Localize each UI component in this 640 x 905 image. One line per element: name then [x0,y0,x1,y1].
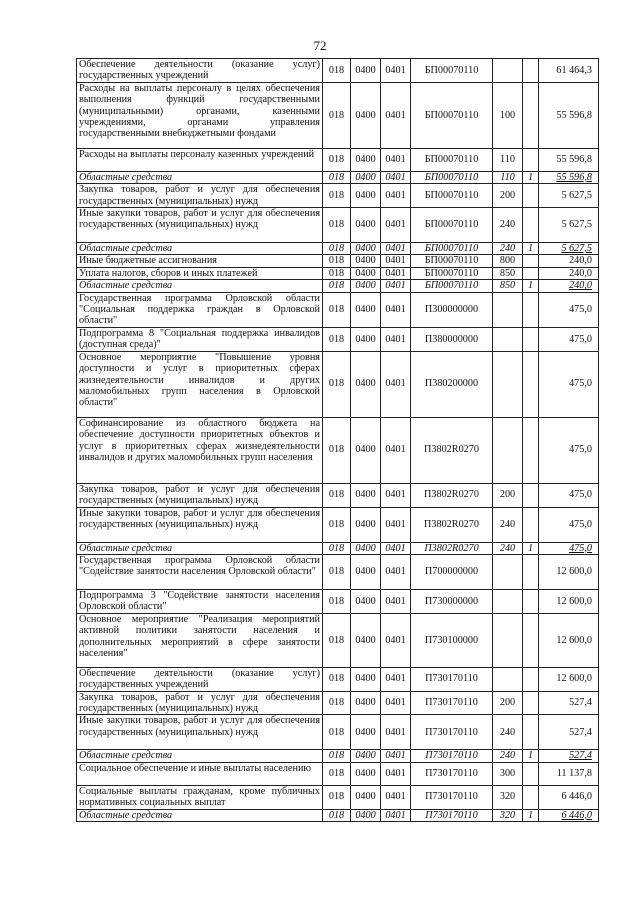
table-row [77,351,599,417]
section-code-cell: 0400 [351,59,381,83]
grbs-code-cell: 018 [323,184,351,208]
subsection-code-cell: 0401 [381,351,411,417]
expense-type-cell [493,667,523,691]
amount-cell: 61 464,3 [539,59,599,83]
target-article-cell: П730170110 [411,715,493,750]
funding-source-cell [523,762,539,785]
funding-source-cell [523,59,539,83]
grbs-code-cell: 018 [323,589,351,613]
table-row [77,750,599,762]
table-row [77,691,599,715]
expense-type-cell: 850 [493,267,523,279]
amount-cell: 527,4 [539,715,599,750]
grbs-code-cell: 018 [323,667,351,691]
amount-cell: 55 596,8 [539,82,599,148]
target-article-cell: П300000000 [411,292,493,327]
grbs-code-cell: 018 [323,255,351,267]
target-article-cell: БП00070110 [411,184,493,208]
funding-source-cell: 1 [523,280,539,292]
amount-cell: 12 600,0 [539,554,599,589]
expense-type-cell: 110 [493,171,523,183]
amount-cell: 5 627,5 [539,184,599,208]
target-article-cell: П380000000 [411,327,493,351]
section-code-cell: 0400 [351,667,381,691]
funding-source-cell [523,667,539,691]
table-row [77,715,599,750]
subsection-code-cell: 0401 [381,762,411,785]
expense-type-cell [493,417,523,483]
subsection-code-cell: 0401 [381,292,411,327]
funding-source-cell: 1 [523,809,539,821]
grbs-code-cell: 018 [323,208,351,243]
target-article-cell: П700000000 [411,554,493,589]
page-number: 72 [313,38,327,53]
expense-name-cell: Подпрограмма 8 "Социальная поддержка инвалидов (доступная среда)" [77,327,323,351]
section-code-cell: 0400 [351,292,381,327]
section-code-cell: 0400 [351,208,381,243]
subsection-code-cell: 0401 [381,327,411,351]
table-row [77,148,599,171]
target-article-cell: П730170110 [411,809,493,821]
expense-type-cell: 200 [493,184,523,208]
grbs-code-cell: 018 [323,351,351,417]
funding-source-cell [523,483,539,507]
expense-type-cell [493,589,523,613]
grbs-code-cell: 018 [323,554,351,589]
amount-cell: 475,0 [539,351,599,417]
target-article-cell: П730170110 [411,762,493,785]
table-row [77,554,599,589]
target-article-cell: БП00070110 [411,280,493,292]
section-code-cell: 0400 [351,417,381,483]
expense-type-cell [493,327,523,351]
amount-cell: 55 596,8 [539,171,599,183]
target-article-cell: БП00070110 [411,148,493,171]
subsection-code-cell: 0401 [381,171,411,183]
expense-name-cell: Областные средства [77,171,323,183]
table-row [77,762,599,785]
expense-name-cell: Расходы на выплаты персоналу казенных учреждений [77,148,323,171]
funding-source-cell: 1 [523,750,539,762]
expense-type-cell: 200 [493,483,523,507]
amount-cell: 475,0 [539,542,599,554]
table-row [77,542,599,554]
target-article-cell: БП00070110 [411,171,493,183]
subsection-code-cell: 0401 [381,148,411,171]
subsection-code-cell: 0401 [381,82,411,148]
subsection-code-cell: 0401 [381,243,411,255]
section-code-cell: 0400 [351,243,381,255]
subsection-code-cell: 0401 [381,59,411,83]
amount-cell: 5 627,5 [539,243,599,255]
expense-name-cell: Основное мероприятие "Реализация мероприятий активной политики занятости населения и дополнительных мероприятий в сфере занятости населения" [77,613,323,667]
grbs-code-cell: 018 [323,750,351,762]
subsection-code-cell: 0401 [381,483,411,507]
amount-cell: 475,0 [539,327,599,351]
table-row [77,243,599,255]
funding-source-cell: 1 [523,542,539,554]
section-code-cell: 0400 [351,715,381,750]
expense-name-cell: Иные закупки товаров, работ и услуг для обеспечения государственных (муниципальных) нужд [77,507,323,542]
expense-type-cell: 850 [493,280,523,292]
amount-cell: 240,0 [539,267,599,279]
grbs-code-cell: 018 [323,613,351,667]
grbs-code-cell: 018 [323,417,351,483]
expense-name-cell: Расходы на выплаты персоналу в целях обеспечения выполнения функций государственными (муниципальными) органами, казенными учреждениями, органами управления государственными внебюджетными фондами [77,82,323,148]
grbs-code-cell: 018 [323,507,351,542]
section-code-cell: 0400 [351,82,381,148]
expense-type-cell: 110 [493,148,523,171]
section-code-cell: 0400 [351,280,381,292]
expense-type-cell [493,351,523,417]
grbs-code-cell: 018 [323,267,351,279]
section-code-cell: 0400 [351,171,381,183]
table-row [77,667,599,691]
section-code-cell: 0400 [351,691,381,715]
subsection-code-cell: 0401 [381,589,411,613]
expense-type-cell: 240 [493,507,523,542]
expense-type-cell [493,613,523,667]
expense-name-cell: Областные средства [77,280,323,292]
table-row [77,613,599,667]
expense-name-cell: Социальное обеспечение и иные выплаты населению [77,762,323,785]
table-row [77,785,599,809]
table-row [77,280,599,292]
subsection-code-cell: 0401 [381,542,411,554]
target-article-cell: П380200000 [411,351,493,417]
target-article-cell: БП00070110 [411,267,493,279]
expense-type-cell: 240 [493,715,523,750]
expense-type-cell: 240 [493,208,523,243]
expense-name-cell: Иные закупки товаров, работ и услуг для обеспечения государственных (муниципальных) нужд [77,208,323,243]
expense-type-cell [493,292,523,327]
funding-source-cell [523,613,539,667]
subsection-code-cell: 0401 [381,809,411,821]
grbs-code-cell: 018 [323,171,351,183]
funding-source-cell [523,351,539,417]
target-article-cell: БП00070110 [411,243,493,255]
amount-cell: 12 600,0 [539,613,599,667]
expense-name-cell: Обеспечение деятельности (оказание услуг) государственных учреждений [77,667,323,691]
grbs-code-cell: 018 [323,82,351,148]
section-code-cell: 0400 [351,255,381,267]
table-row [77,267,599,279]
section-code-cell: 0400 [351,148,381,171]
target-article-cell: П3802R0270 [411,542,493,554]
target-article-cell: БП00070110 [411,82,493,148]
funding-source-cell: 1 [523,243,539,255]
target-article-cell: П730170110 [411,750,493,762]
expense-name-cell: Закупка товаров, работ и услуг для обеспечения государственных (муниципальных) нужд [77,184,323,208]
table-body [77,59,599,822]
target-article-cell: П3802R0270 [411,417,493,483]
amount-cell: 527,4 [539,750,599,762]
grbs-code-cell: 018 [323,280,351,292]
table-row [77,255,599,267]
expense-type-cell [493,59,523,83]
grbs-code-cell: 018 [323,715,351,750]
funding-source-cell [523,148,539,171]
amount-cell: 527,4 [539,691,599,715]
table-row [77,417,599,483]
target-article-cell: П3802R0270 [411,507,493,542]
subsection-code-cell: 0401 [381,691,411,715]
expense-name-cell: Государственная программа Орловской области "Содействие занятости населения Орловской области" [77,554,323,589]
grbs-code-cell: 018 [323,148,351,171]
section-code-cell: 0400 [351,507,381,542]
expense-type-cell: 320 [493,785,523,809]
table-row [77,589,599,613]
expense-type-cell: 800 [493,255,523,267]
expense-type-cell: 240 [493,243,523,255]
expense-type-cell: 100 [493,82,523,148]
section-code-cell: 0400 [351,613,381,667]
section-code-cell: 0400 [351,809,381,821]
target-article-cell: П730100000 [411,613,493,667]
expense-name-cell: Иные бюджетные ассигнования [77,255,323,267]
amount-cell: 240,0 [539,255,599,267]
section-code-cell: 0400 [351,327,381,351]
amount-cell: 475,0 [539,292,599,327]
table-row [77,327,599,351]
grbs-code-cell: 018 [323,243,351,255]
section-code-cell: 0400 [351,483,381,507]
subsection-code-cell: 0401 [381,507,411,542]
funding-source-cell [523,589,539,613]
section-code-cell: 0400 [351,554,381,589]
expense-name-cell: Областные средства [77,243,323,255]
target-article-cell: П730170110 [411,691,493,715]
expense-name-cell: Иные закупки товаров, работ и услуг для обеспечения государственных (муниципальных) нужд [77,715,323,750]
expense-type-cell [493,554,523,589]
amount-cell: 5 627,5 [539,208,599,243]
budget-table [76,58,599,822]
section-code-cell: 0400 [351,750,381,762]
subsection-code-cell: 0401 [381,750,411,762]
subsection-code-cell: 0401 [381,554,411,589]
expense-name-cell: Социальные выплаты гражданам, кроме публичных нормативных социальных выплат [77,785,323,809]
expense-name-cell: Областные средства [77,750,323,762]
target-article-cell: П730170110 [411,667,493,691]
grbs-code-cell: 018 [323,785,351,809]
grbs-code-cell: 018 [323,292,351,327]
expense-name-cell: Закупка товаров, работ и услуг для обеспечения государственных (муниципальных) нужд [77,691,323,715]
funding-source-cell [523,82,539,148]
section-code-cell: 0400 [351,351,381,417]
expense-name-cell: Подпрограмма 3 "Содействие занятости населения Орловской области" [77,589,323,613]
funding-source-cell [523,208,539,243]
table-row [77,208,599,243]
section-code-cell: 0400 [351,762,381,785]
table-row [77,59,599,83]
expense-type-cell: 240 [493,750,523,762]
expense-type-cell: 240 [493,542,523,554]
table-row [77,507,599,542]
expense-type-cell: 300 [493,762,523,785]
expense-name-cell: Областные средства [77,809,323,821]
amount-cell: 12 600,0 [539,667,599,691]
subsection-code-cell: 0401 [381,715,411,750]
subsection-code-cell: 0401 [381,785,411,809]
amount-cell: 55 596,8 [539,148,599,171]
funding-source-cell [523,255,539,267]
grbs-code-cell: 018 [323,483,351,507]
table-row [77,171,599,183]
subsection-code-cell: 0401 [381,267,411,279]
section-code-cell: 0400 [351,267,381,279]
subsection-code-cell: 0401 [381,280,411,292]
expense-name-cell: Обеспечение деятельности (оказание услуг) государственных учреждений [77,59,323,83]
funding-source-cell [523,267,539,279]
funding-source-cell [523,691,539,715]
grbs-code-cell: 018 [323,327,351,351]
amount-cell: 475,0 [539,507,599,542]
grbs-code-cell: 018 [323,762,351,785]
table-row [77,184,599,208]
grbs-code-cell: 018 [323,809,351,821]
grbs-code-cell: 018 [323,59,351,83]
expense-type-cell: 320 [493,809,523,821]
table-row [77,809,599,821]
expense-name-cell: Областные средства [77,542,323,554]
expense-name-cell: Основное мероприятие "Повышение уровня доступности и услуг в приоритетных сферах жизнедеятельности инвалидов и других маломобильных групп населения в Орловской области" [77,351,323,417]
expense-type-cell: 200 [493,691,523,715]
target-article-cell: БП00070110 [411,59,493,83]
amount-cell: 475,0 [539,483,599,507]
funding-source-cell [523,507,539,542]
subsection-code-cell: 0401 [381,417,411,483]
expense-name-cell: Уплата налогов, сборов и иных платежей [77,267,323,279]
section-code-cell: 0400 [351,785,381,809]
funding-source-cell [523,292,539,327]
section-code-cell: 0400 [351,589,381,613]
table-row [77,292,599,327]
target-article-cell: П3802R0270 [411,483,493,507]
amount-cell: 12 600,0 [539,589,599,613]
expense-name-cell: Государственная программа Орловской области "Социальная поддержка граждан в Орловской области" [77,292,323,327]
target-article-cell: П730170110 [411,785,493,809]
amount-cell: 6 446,0 [539,809,599,821]
subsection-code-cell: 0401 [381,667,411,691]
amount-cell: 240,0 [539,280,599,292]
amount-cell: 11 137,8 [539,762,599,785]
funding-source-cell [523,715,539,750]
funding-source-cell [523,417,539,483]
funding-source-cell [523,184,539,208]
grbs-code-cell: 018 [323,542,351,554]
amount-cell: 6 446,0 [539,785,599,809]
subsection-code-cell: 0401 [381,184,411,208]
table-row [77,483,599,507]
expense-name-cell: Софинансирование из областного бюджета на обеспечение доступности приоритетных объектов и услуг в приоритетных сферах жизнедеятельности инвалидов и других маломобильных групп населения [77,417,323,483]
target-article-cell: П730000000 [411,589,493,613]
grbs-code-cell: 018 [323,691,351,715]
subsection-code-cell: 0401 [381,255,411,267]
funding-source-cell [523,785,539,809]
expense-name-cell: Закупка товаров, работ и услуг для обеспечения государственных (муниципальных) нужд [77,483,323,507]
table-row [77,82,599,148]
subsection-code-cell: 0401 [381,613,411,667]
subsection-code-cell: 0401 [381,208,411,243]
funding-source-cell [523,554,539,589]
target-article-cell: БП00070110 [411,255,493,267]
funding-source-cell: 1 [523,171,539,183]
amount-cell: 475,0 [539,417,599,483]
section-code-cell: 0400 [351,184,381,208]
funding-source-cell [523,327,539,351]
section-code-cell: 0400 [351,542,381,554]
target-article-cell: БП00070110 [411,208,493,243]
